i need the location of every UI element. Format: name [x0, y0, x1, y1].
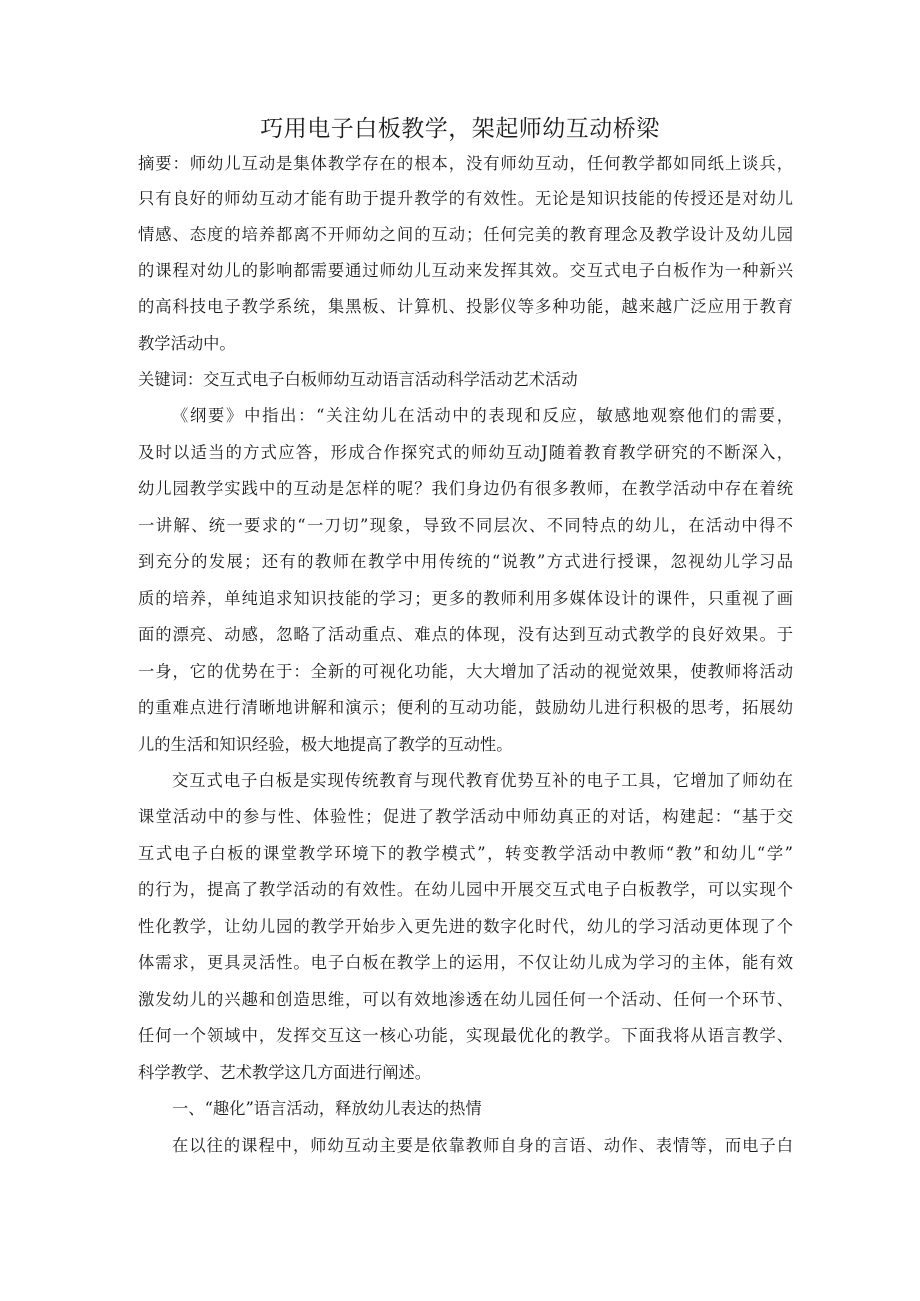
- paragraph-3-line-1: 在以往的课程中，师幼互动主要是依靠教师自身的言语、动作、表情等，而电子白: [172, 1136, 793, 1155]
- paragraph-1-line-10: 儿的生活和知识经验，极大地提高了教学的互动性。: [138, 735, 513, 754]
- abstract-line-4: 的课程对幼儿的影响都需要通过师幼儿互动来发挥其效。交互式电子白板作为一种新兴: [138, 261, 793, 280]
- paragraph-1-line-5: 到充分的发展；还有的教师在教学中用传统的“说教”方式进行授课，忽视幼儿学习品: [138, 552, 793, 571]
- paragraph-2-line-7: 激发幼儿的兴趣和创造思维，可以有效地渗透在幼儿园任何一个活动、任何一个环节、: [138, 990, 793, 1009]
- paragraph-2-line-6: 体需求，更具灵活性。电子白板在教学上的运用，不仅让幼儿成为学习的主体，能有效: [138, 953, 793, 972]
- paragraph-1-line-2: 及时以适当的方式应答，形成合作探究式的师幼互动J随着教育教学研究的不断深入，: [138, 443, 793, 462]
- document-title: 巧用电子白板教学，架起师幼互动桥梁: [260, 116, 660, 142]
- paragraph-1-line-7: 面的漂亮、动感，忽略了活动重点、难点的体现，没有达到互动式教学的良好效果。于: [138, 625, 793, 644]
- paragraph-1-line-6: 质的培养，单纯追求知识技能的学习；更多的教师利用多媒体设计的课件，只重视了画: [138, 589, 793, 608]
- paragraph-1-line-4: 一讲解、统一要求的“一刀切”现象，导致不同层次、不同特点的幼儿，在活动中得不: [138, 516, 793, 535]
- paragraph-2-line-8: 任何一个领域中，发挥交互这一核心功能，实现最优化的教学。下面我将从语言教学、: [138, 1026, 793, 1045]
- paragraph-2-line-3: 互式电子白板的课堂教学环境下的教学模式”，转变教学活动中教师“教”和幼儿“学”: [138, 844, 793, 863]
- keywords-line: 关键词：交互式电子白板师幼互动语言活动科学活动艺术活动: [138, 370, 578, 389]
- section-heading: 一、“趣化”语言活动，释放幼儿表达的热情: [172, 1099, 482, 1118]
- paragraph-2-line-4: 的行为，提高了教学活动的有效性。在幼儿园中开展交互式电子白板教学，可以实现个: [138, 880, 793, 899]
- paragraph-2-line-2: 课堂活动中的参与性、体验性；促进了教学活动中师幼真正的对话，构建起：“基于交: [138, 807, 793, 826]
- paragraph-2-line-9: 科学教学、艺术教学这几方面进行阐述。: [138, 1063, 432, 1082]
- abstract-line-3: 情感、态度的培养都离不开师幼之间的互动；任何完美的教育理念及教学设计及幼儿园: [138, 225, 793, 244]
- paragraph-1-line-3: 幼儿园教学实践中的互动是怎样的呢？我们身边仍有很多教师，在教学活动中存在着统: [138, 479, 793, 498]
- paragraph-2-line-5: 性化教学，让幼儿园的教学开始步入更先进的数字化时代，幼儿的学习活动更体现了个: [138, 917, 793, 936]
- paragraph-1-line-1: 《纲要》中指出：“关注幼儿在活动中的表现和反应，敏感地观察他们的需要，: [172, 406, 793, 425]
- abstract-line-6: 教学活动中。: [138, 334, 236, 353]
- abstract-line-2: 只有良好的师幼互动才能有助于提升教学的有效性。无论是知识技能的传授还是对幼儿: [138, 189, 793, 208]
- paragraph-1-line-8: 一身，它的优势在于：全新的可视化功能，大大增加了活动的视觉效果，使教师将活动: [138, 662, 793, 681]
- paragraph-1-line-9: 的重难点进行清晰地讲解和演示；便利的互动功能，鼓励幼儿进行积极的思考，拓展幼: [138, 698, 793, 717]
- abstract-line-5: 的高科技电子教学系统，集黑板、计算机、投影仪等多种功能，越来越广泛应用于教育: [138, 297, 793, 316]
- abstract-line-1: 摘要：师幼儿互动是集体教学存在的根本，没有师幼互动，任何教学都如同纸上谈兵，: [138, 154, 793, 173]
- paragraph-2-line-1: 交互式电子白板是实现传统教育与现代教育优势互补的电子工具，它增加了师幼在: [172, 771, 793, 790]
